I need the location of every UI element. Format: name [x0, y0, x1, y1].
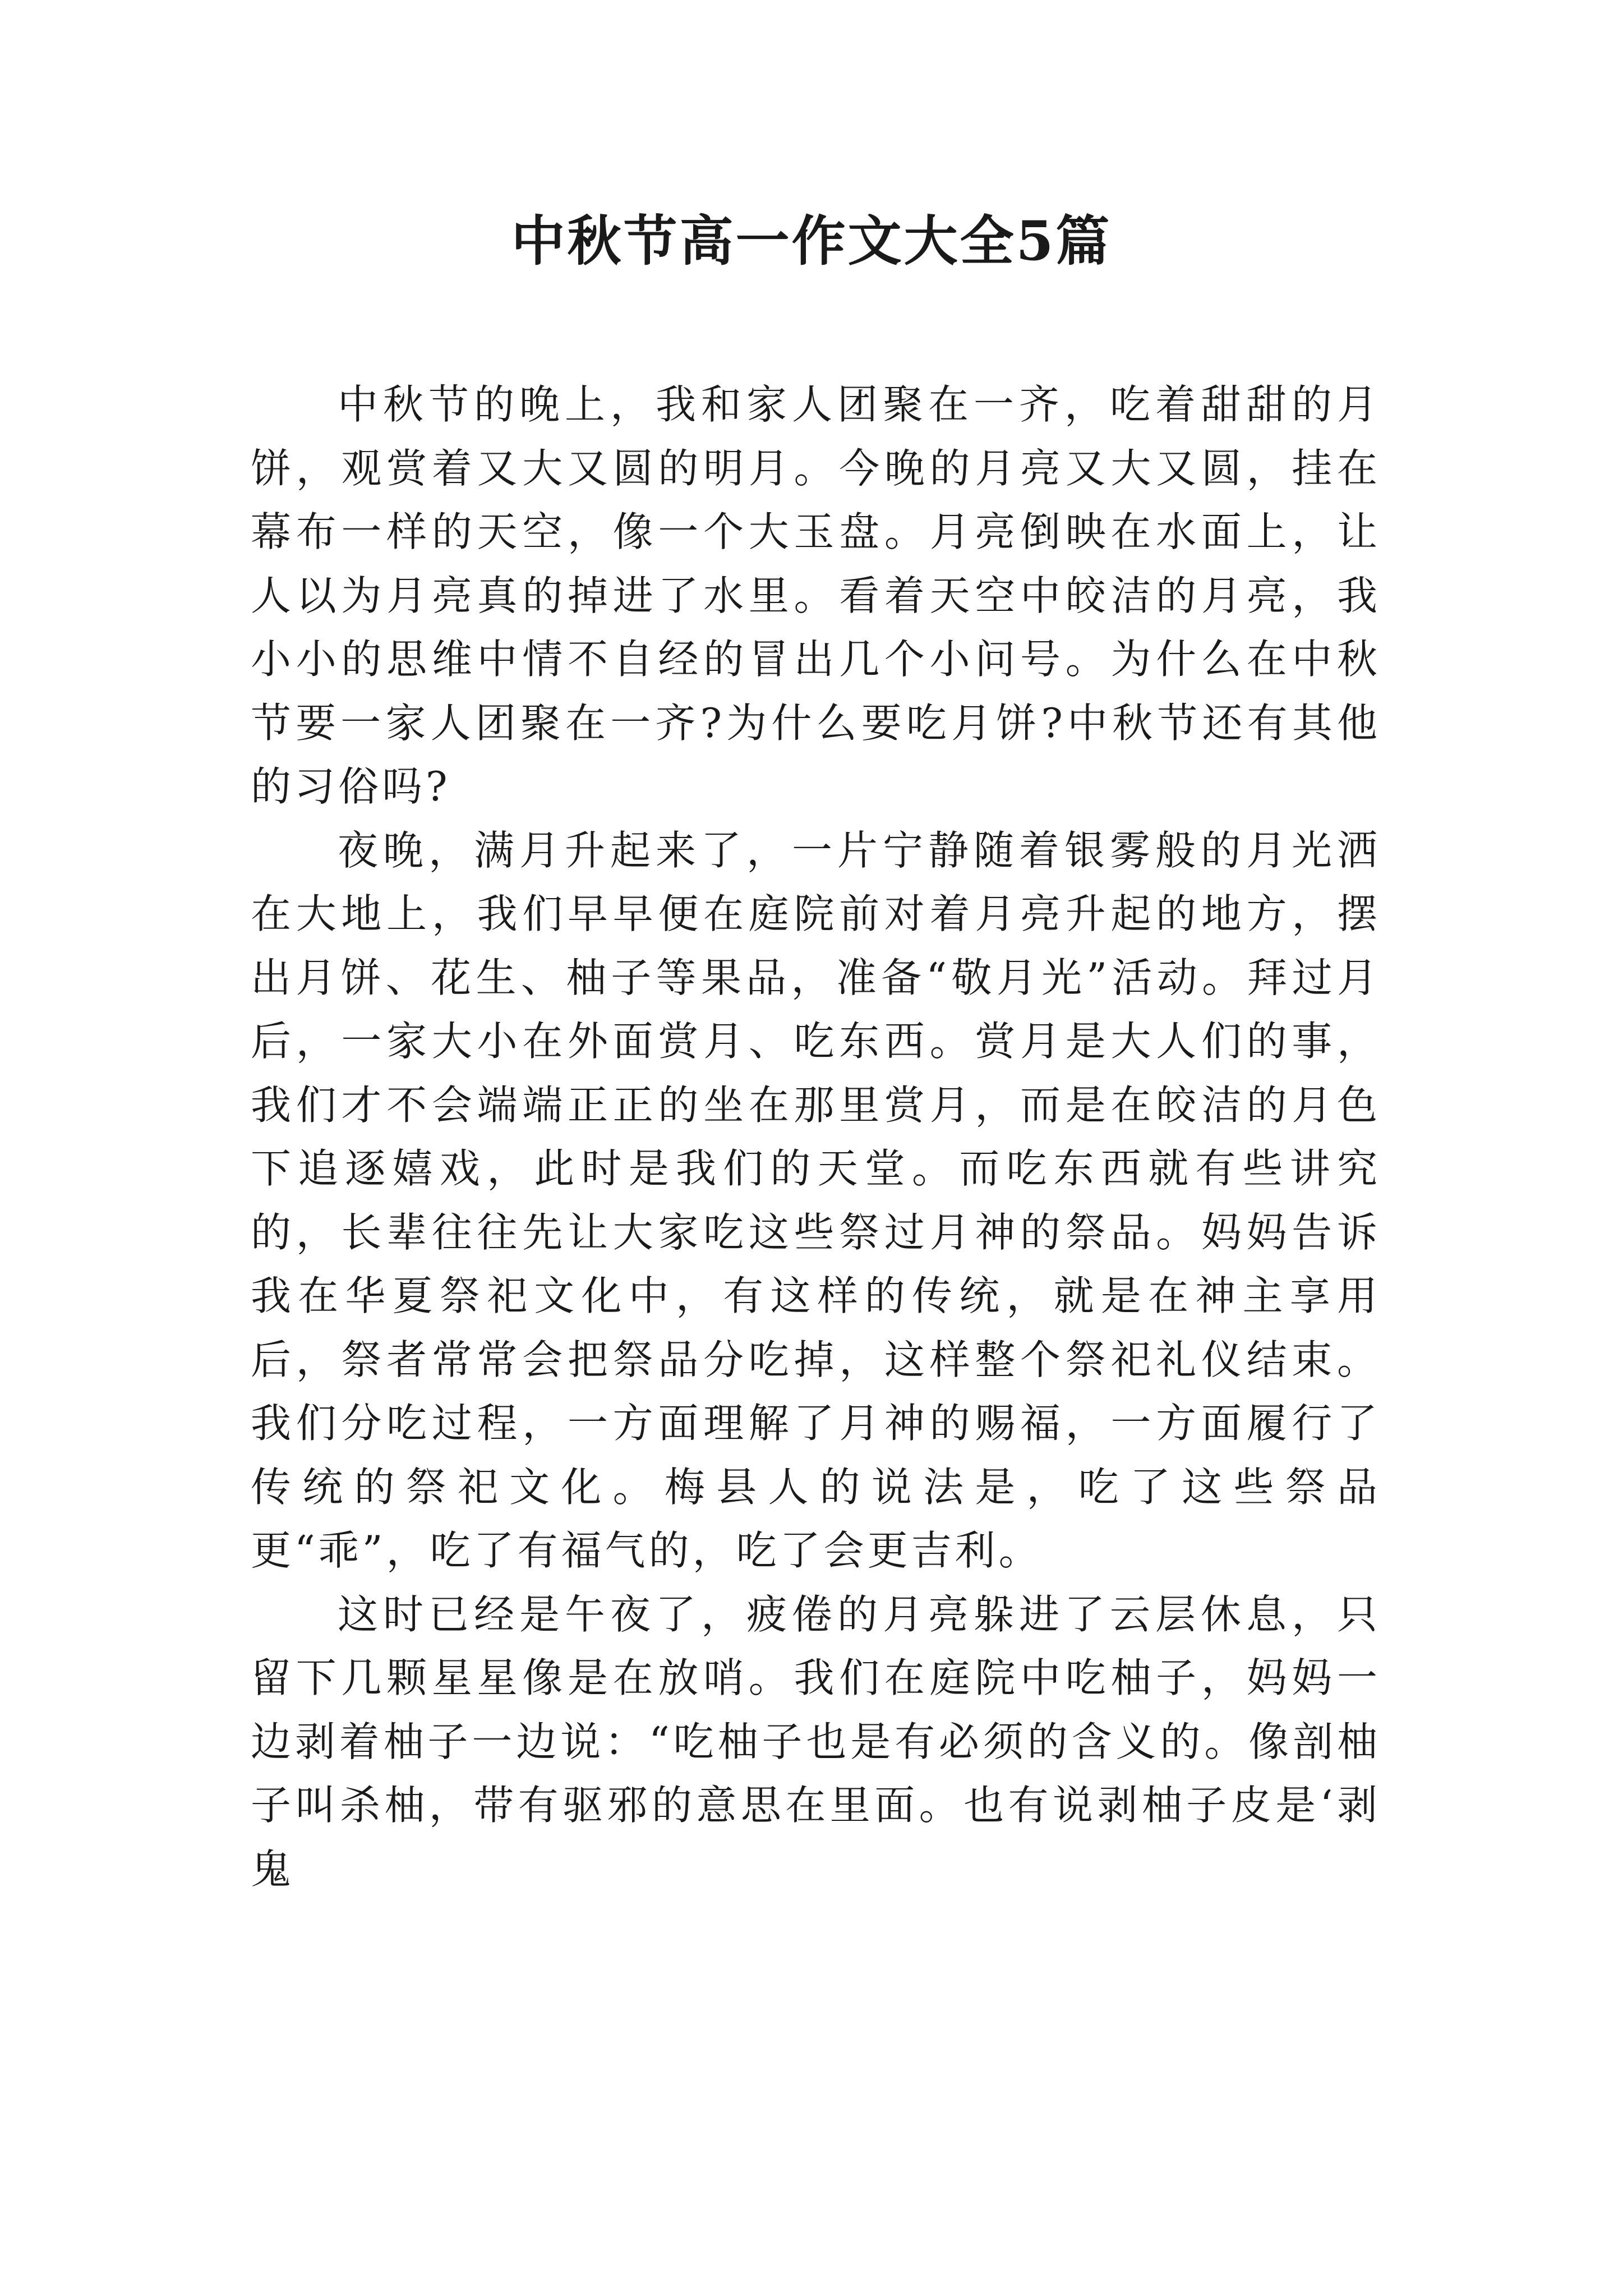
document-title: 中秋节高一作文大全5篇: [511, 209, 1112, 273]
paragraph: 这时已经是午夜了，疲倦的月亮躲进了云层休息，只留下几颗星星像是在放哨。我们在庭院中吃柚子，妈妈一边剥着柚子一边说：“吃柚子也是有必须的含义的。像剖柚子叫杀柚，带有驱邪的意思在里面。也有说剥柚子皮是‘剥鬼: [251, 1590, 1381, 1893]
paragraph: 夜晚，满月升起来了，一片宁静随着银雾般的月光洒在大地上，我们早早便在庭院前对着月亮升起的地方，摆出月饼、花生、柚子等果品，准备“敬月光”活动。拜过月后，一家大小在外面赏月、吃东西。赏月是大人们的事，我们才不会端端正正的坐在那里赏月，而是在皎洁的月色下追逐嬉戏，此时是我们的天堂。而吃东西就有些讲究的，长辈往往先让大家吃这些祭过月神的祭品。妈妈告诉我在华夏祭祀文化中，有这样的传统，就是在神主享用后，祭者常常会把祭品分吃掉，这样整个祭祀礼仪结束。我们分吃过程，一方面理解了月神的赐福，一方面履行了传统的祭祀文化。梅县人的说法是，吃了这些祭品更“乖”，吃了有福气的，吃了会更吉利。: [251, 826, 1381, 1574]
document-body: [251, 373, 1381, 1901]
paragraph: 中秋节的晚上，我和家人团聚在一齐，吃着甜甜的月饼，观赏着又大又圆的明月。今晚的月亮又大又圆，挂在幕布一样的天空，像一个大玉盘。月亮倒映在水面上，让人以为月亮真的掉进了水里。看着天空中皎洁的月亮，我小小的思维中情不自经的冒出几个小问号。为什么在中秋节要一家人团聚在一齐?为什么要吃月饼?中秋节还有其他的习俗吗?: [251, 381, 1381, 810]
